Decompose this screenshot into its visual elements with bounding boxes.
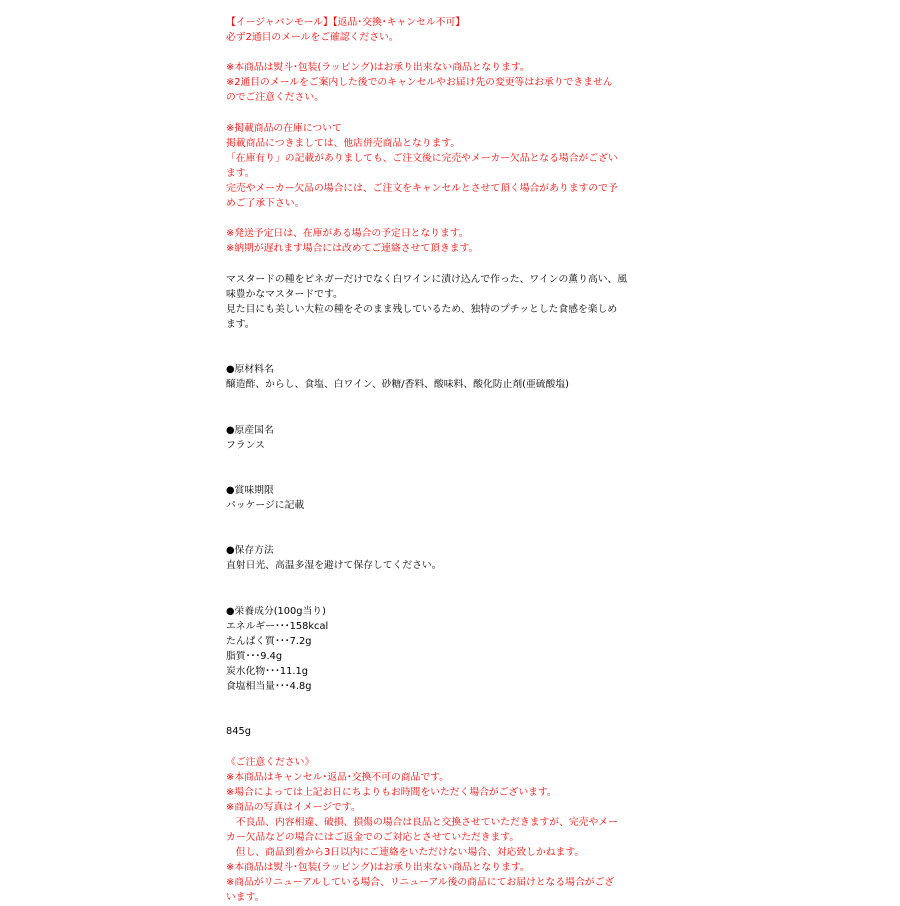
spacer	[226, 453, 646, 468]
spacer	[226, 694, 646, 709]
origin-heading: ●原産国名	[226, 424, 274, 436]
ingredients-heading: ●原材料名	[226, 364, 274, 376]
caution-line-6: 但し、商品到着から3日以内にご連絡をいただけない場合、対応致しかねます。	[226, 847, 585, 859]
wrapping-notice-line-2: ※2通目のメールをご案内した後でのキャンセルやお届け先の変更等はお承りできません	[226, 77, 613, 89]
spacer	[226, 392, 646, 407]
ingredients-value: 醸造酢、からし、食塩、白ワイン、砂糖/香料、酸味料、酸化防止剤(亜硫酸塩)	[226, 379, 569, 391]
caution-line-3: ※商品の写真はイメージです。	[226, 801, 361, 813]
caution-line-7: ※本商品は熨斗･包装(ラッピング)はお承り出来ない商品となります。	[226, 862, 530, 874]
wrapping-notice-line-1: ※本商品は熨斗･包装(ラッピング)はお承り出来ない商品となります。	[226, 62, 530, 74]
caution-line-5: カー欠品などの場合にはご返金でのご対応とさせていただきます。	[226, 832, 520, 844]
expiry-heading: ●賞味期限	[226, 484, 274, 496]
stock-notice-line-3: ます。	[226, 167, 255, 179]
description-line-1: マスタードの種をビネガーだけでなく白ワインに漬け込んで作った、ワインの薫り高い、風	[226, 273, 628, 285]
description-line-2: 味豊かなマスタードです。	[226, 288, 343, 300]
wrapping-notice-line-3: のでご注意ください。	[226, 92, 324, 104]
nutrition-protein: たんぱく質･･･7.2g	[226, 635, 312, 647]
header-notice-line-2: 必ず2通目のメールをご確認ください。	[226, 32, 399, 44]
nutrition-fat: 脂質･･･9.4g	[226, 650, 283, 662]
stock-notice-line-5: めご了承下さい。	[226, 198, 305, 210]
stock-notice-line-2: 「在庫有り」の記載がありましても、ご注文後に完売やメーカー欠品となる場合がござい	[226, 152, 618, 164]
spacer	[226, 740, 646, 755]
spacer	[226, 45, 646, 60]
net-weight: 845g	[226, 726, 251, 738]
spacer	[226, 332, 646, 347]
spacer	[226, 528, 646, 543]
storage-value: 直射日光、高温多湿を避けて保存してください。	[226, 560, 442, 572]
description-line-3: 見た目にも美しい大粒の種をそのまま残しているため、独特のプチッとした食感を楽しめ	[226, 303, 618, 315]
spacer	[226, 407, 646, 422]
nutrition-carbohydrate: 炭水化物･･･11.1g	[226, 666, 308, 678]
caution-title: 《ご注意ください》	[226, 756, 315, 768]
caution-line-2: ※場合によっては上記お日にちよりもお時間をいただく場合がございます。	[226, 786, 557, 798]
spacer	[226, 573, 646, 588]
storage-heading: ●保存方法	[226, 545, 274, 557]
stock-notice-line-4: 完売やメーカー欠品の場合には、ご注文をキャンセルとさせて頂く場合がありますので予	[226, 183, 618, 195]
origin-value: フランス	[226, 439, 265, 451]
spacer	[226, 513, 646, 528]
spacer	[226, 257, 646, 272]
shipping-notice-line-2: ※納期が遅れます場合には改めてご連絡させて頂きます。	[226, 243, 479, 255]
caution-line-8: ※商品がリニューアルしている場合、リニューアル後の商品にてお届けとなる場合がござ	[226, 877, 615, 889]
stock-notice-line-1: 掲載商品につきましては、他店併売商品となります。	[226, 137, 461, 149]
nutrition-heading: ●栄養成分(100g当り)	[226, 605, 326, 617]
caution-line-1: ※本商品はキャンセル･返品･交換不可の商品です。	[226, 771, 449, 783]
spacer	[226, 468, 646, 483]
shipping-notice-line-1: ※発送予定日は、在庫がある場合の予定日となります。	[226, 228, 469, 240]
header-notice-line-1: 【イージャパンモール】【返品･交換･キャンセル不可】	[226, 17, 466, 28]
stock-notice-title: ※掲載商品の在庫について	[226, 122, 342, 134]
spacer	[226, 589, 646, 604]
spacer	[226, 347, 646, 362]
spacer	[226, 106, 646, 121]
nutrition-energy: エネルギー･･･158kcal	[226, 620, 329, 632]
caution-line-9: います。	[226, 892, 265, 904]
spacer	[226, 211, 646, 226]
nutrition-salt: 食塩相当量･･･4.8g	[226, 681, 312, 693]
spacer	[226, 709, 646, 724]
caution-line-4: 不良品、内容相違、破損、損傷の場合は良品と交換させていただきますが、完売やメー	[226, 816, 618, 828]
description-line-4: ます。	[226, 318, 255, 330]
product-description	[226, 15, 646, 906]
expiry-value: パッケージに記載	[226, 500, 305, 511]
